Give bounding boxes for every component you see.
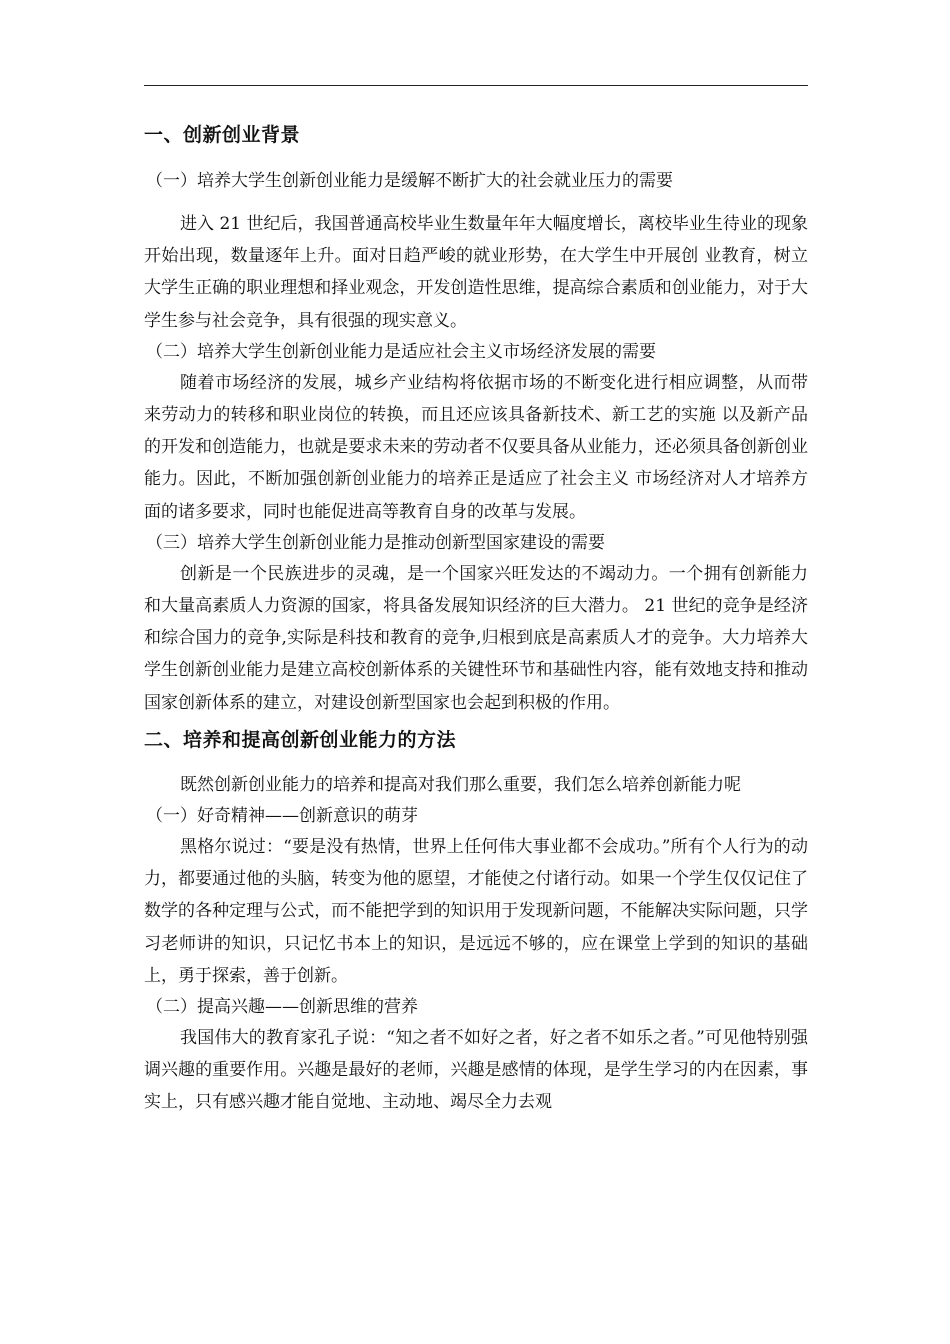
section-2-sub-1-heading: （一）好奇精神——创新意识的萌芽 — [146, 806, 418, 827]
section-1-sub-2-heading: （二）培养大学生创新创业能力是适应社会主义市场经济发展的需要 — [146, 341, 656, 362]
section-1-sub-2-paragraph: 随着市场经济的发展，城乡产业结构将依据市场的不断变化进行相应调整，从而带来劳动力的转移和职业岗位的转换，而且还应该具备新技术、新工艺的实施 以及新产品的开发和创造能力，也就是要求未来的劳动者不仅要具备从业能力，还必须具备创新创业能力。因此，不断加强创新创业能力的培养正是适应了社会主义 市场经济对人才培养方面的诸多要求，同时也能促进高等教育自身的改革与发展。 — [144, 372, 808, 522]
section-1-sub-1-paragraph: 进入 21 世纪后，我国普通高校毕业生数量年年大幅度增长，离校毕业生待业的现象开始出现，数量逐年上升。面对日趋严峻的就业形势，在大学生中开展创 业教育，树立大学生正确的职业理想和择业观念，开发创造性思维，提高综合素质和创业能力，对于大学生参与社会竞争，具有很强的现实意义。 — [144, 214, 808, 331]
section-2-sub-2-paragraph: 我国伟大的教育家孔子说：“知之者不如好之者，好之者不如乐之者。”可见他特别强调兴趣的重要作用。兴趣是最好的老师，兴趣是感情的体现，是学生学习的内在因素，事实上，只有感兴趣才能自觉地、主动地、竭尽全力去观 — [144, 1028, 808, 1113]
section-1-sub-3-heading: （三）培养大学生创新创业能力是推动创新型国家建设的需要 — [146, 532, 605, 553]
header-rule — [144, 85, 808, 86]
section-1-heading: 一、创新创业背景 — [144, 124, 301, 146]
document-body — [144, 120, 808, 1119]
section-2-heading: 二、培养和提高创新创业能力的方法 — [144, 728, 457, 751]
section-1-sub-3-paragraph: 创新是一个民族进步的灵魂，是一个国家兴旺发达的不竭动力。一个拥有创新能力和大量高素质人力资源的国家，将具备发展知识经济的巨大潜力。 21 世纪的竞争是经济和综合国力的竞争,实际是科技和教育的竞争,归根到底是高素质人才的竞争。大力培养大学生创新创业能力是建立高校创新体系的关键性环节和基础性内容，能有效地支持和推动国家创新体系的建立，对建设创新型国家也会起到积极的作用。 — [144, 563, 808, 713]
section-1-sub-1-heading: （一）培养大学生创新创业能力是缓解不断扩大的社会就业压力的需要 — [146, 171, 673, 191]
section-2-intro-paragraph: 既然创新创业能力的培养和提高对我们那么重要，我们怎么培养创新能力呢 — [180, 774, 741, 795]
section-2-sub-2-heading: （二）提高兴趣——创新思维的营养 — [146, 997, 418, 1018]
section-2-sub-1-paragraph: 黑格尔说过：“要是没有热情，世界上任何伟大事业都不会成功。”所有个人行为的动力，都要通过他的头脑，转变为他的愿望，才能使之付诸行动。如果一个学生仅仅记住了数学的各种定理与公式，而不能把学到的知识用于发现新问题，不能解决实际问题，只学习老师讲的知识，只记忆书本上的知识，是远远不够的，应在课堂上学到的知识的基础上，勇于探索，善于创新。 — [144, 837, 808, 986]
